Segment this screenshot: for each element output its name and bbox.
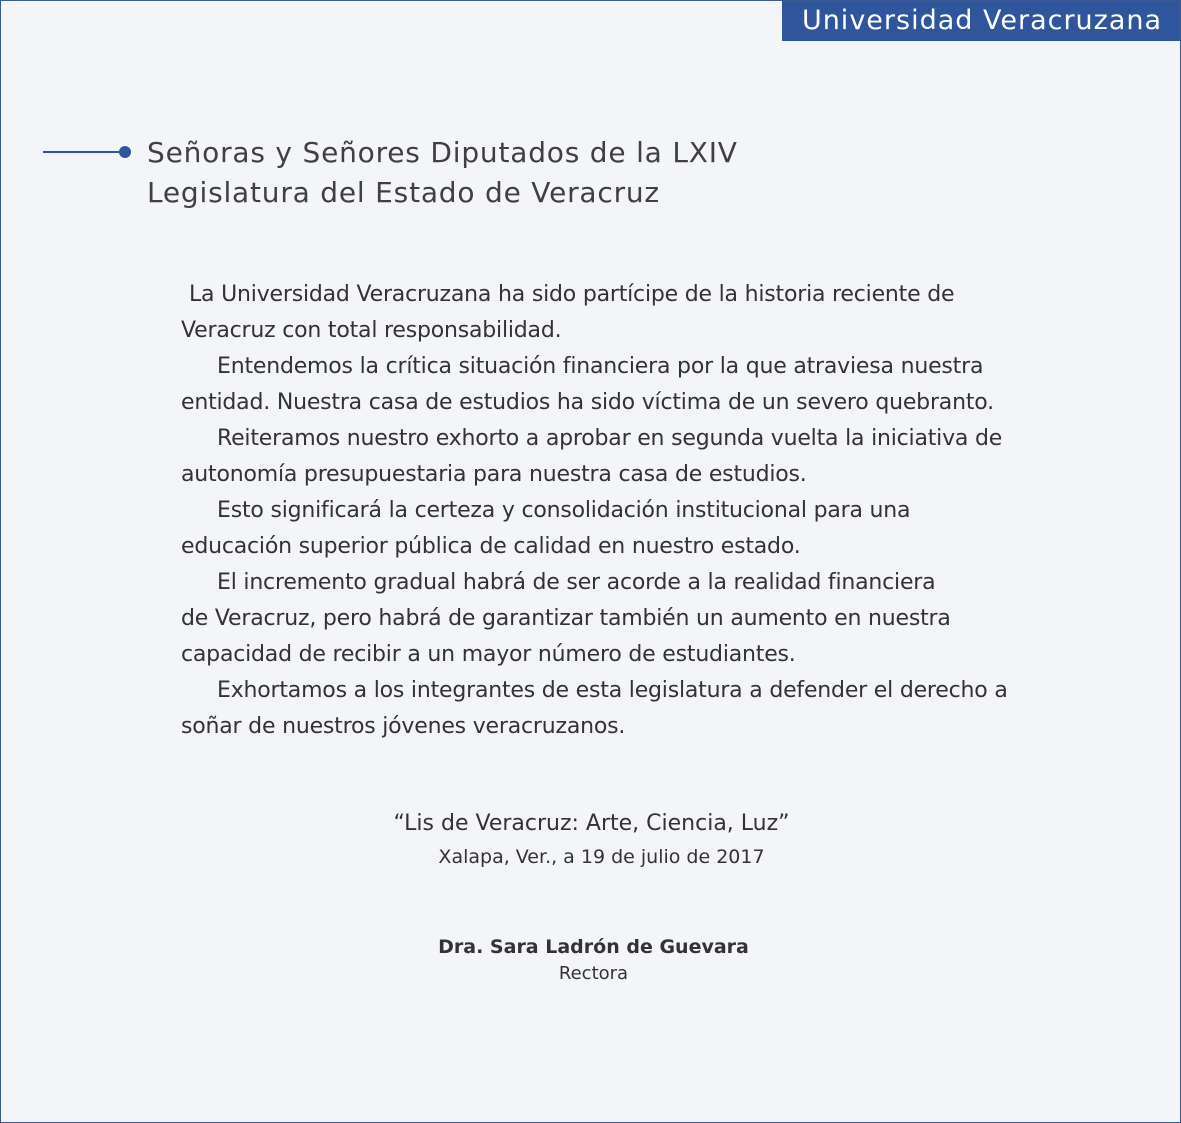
body-line: autonomía presupuestaria para nuestra casa de estudios. [181,462,807,487]
body-line: Reiteramos nuestro exhorto a aprobar en segunda vuelta la iniciativa de [217,426,1003,451]
salutation-line-1: Señoras y Señores Diputados de la LXIV [147,136,738,169]
body-line: Veracruz con total responsabilidad. [181,318,562,343]
body-line: entidad. Nuestra casa de estudios ha sido víctima de un severo quebranto. [181,390,994,415]
signer-name: Dra. Sara Ladrón de Guevara [438,936,749,958]
institutional-motto: “Lis de Veracruz: Arte, Ciencia, Luz” [393,811,790,836]
body-line: La Universidad Veracruzana ha sido partícipe de la historia reciente de [189,282,955,307]
body-line: educación superior pública de calidad en nuestro estado. [181,534,801,559]
body-line: Exhortamos a los integrantes de esta legislatura a defender el derecho a [217,678,1008,703]
place-and-date: Xalapa, Ver., a 19 de julio de 2017 [438,846,765,868]
body-line: capacidad de recibir a un mayor número de estudiantes. [181,642,796,667]
body-line: El incremento gradual habrá de ser acorde a la realidad financiera [217,570,936,595]
body-line: Entendemos la crítica situación financiera por la que atraviesa nuestra [217,354,984,379]
salutation-line-2: Legislatura del Estado de Veracruz [147,176,660,209]
signer-role: Rectora [558,963,629,984]
university-brand-tab: Universidad Veracruzana [782,1,1181,41]
letter-salutation [147,133,907,213]
heading-rule-line [43,151,121,153]
body-line: soñar de nuestros jóvenes veracruzanos. [181,714,626,739]
heading-bullet-icon [119,146,131,158]
body-line: de Veracruz, pero habrá de garantizar también un aumento en nuestra [181,606,951,631]
body-line: Esto significará la certeza y consolidación institucional para una [217,498,911,523]
letter-body [181,277,1061,745]
